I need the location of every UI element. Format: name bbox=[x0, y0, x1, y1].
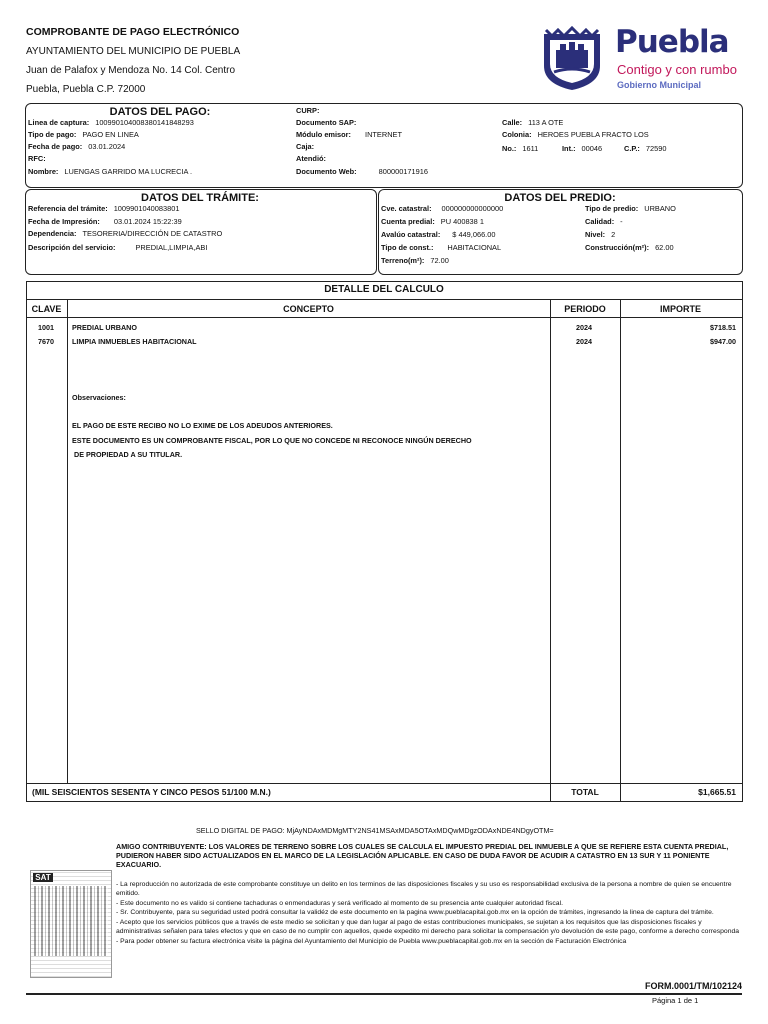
total-label: TOTAL bbox=[571, 787, 599, 797]
page-number: Página 1 de 1 bbox=[652, 996, 699, 1005]
tramite-title: DATOS DEL TRÁMITE: bbox=[141, 192, 259, 204]
org-name: AYUNTAMIENTO DEL MUNICIPIO DE PUEBLA bbox=[26, 46, 241, 57]
col-concepto: CONCEPTO bbox=[283, 304, 334, 314]
field-impresion: Fecha de Impresión: 03.01.2024 15:22:39 bbox=[28, 217, 182, 226]
field-no: No.: 1611 bbox=[502, 144, 539, 153]
field-cve-catastral: Cve. catastral: 000000000000000 bbox=[381, 204, 504, 213]
legal-note-5: - Para poder obtener su factura electrónica visite la página del Ayuntamiento del Municipio de Puebla www.pueblacapital.gob.mx en la sección de Facturación Electrónica bbox=[116, 937, 627, 945]
col-clave: CLAVE bbox=[31, 304, 62, 314]
detalle-title: DETALLE DEL CALCULO bbox=[324, 284, 444, 295]
col-divider-3 bbox=[620, 299, 621, 801]
header-block bbox=[26, 23, 240, 99]
field-tipo-pago: Tipo de pago: PAGO EN LINEA bbox=[28, 130, 139, 139]
field-calle: Calle: 113 A OTE bbox=[502, 118, 564, 127]
legal-notes bbox=[116, 881, 742, 948]
field-sap: Documento SAP: bbox=[296, 118, 357, 127]
footer-rule bbox=[26, 993, 742, 995]
row-2-periodo: 2024 bbox=[576, 337, 592, 346]
col-importe: IMPORTE bbox=[659, 304, 701, 314]
col-periodo: PERIODO bbox=[564, 304, 606, 314]
field-cuenta: Cuenta predial: PU 400838 1 bbox=[381, 217, 484, 226]
field-avaluo: Avalúo catastral: $ 449,066.00 bbox=[381, 230, 496, 239]
field-calidad: Calidad: - bbox=[585, 217, 623, 226]
field-caja: Caja: bbox=[296, 142, 315, 151]
field-tipo-predio: Tipo de predio: URBANO bbox=[585, 204, 676, 213]
field-rfc: RFC: bbox=[28, 154, 46, 163]
field-int: Int.: 00046 bbox=[562, 144, 603, 153]
aviso-contribuyente: AMIGO CONTRIBUYENTE: LOS VALORES DE TERRENO SOBRE LOS CUALES SE CALCULA EL IMPUESTO PREDIAL DEL INMUEBLE A QUE SE REFIERE ESTA CUENTA PREDIAL, PUDIERON HABER SIDO ACTUALIZADOS EN EL MARCO DE LA LEGISLACIÓN APLICABLE. EN CASO DE DUDA FAVOR DE ACUDIR A CATASTRO EN 13 SUR Y 11 PONIENTE EXACUARIO. bbox=[116, 842, 729, 869]
address-line-2: Puebla, Puebla C.P. 72000 bbox=[26, 84, 146, 95]
legal-note-4: - Acepto que los servicios públicos que a través de este medio se solicitan y que dan lugar al pago de estas contribuciones municipales, se sujetan a los requisitos que las disposiciones fiscales y administrativas señalen para tales efectos y que en caso de no cumplir con aquellos, quede expedito mi derecho para solicitar la compensación y/o devolución de este pago, conforme a derecho corresponda bbox=[116, 919, 740, 935]
legal-note-3: - Sr. Contribuyente, para su seguridad usted podrá consultar la validéz de este documento en la pagina www.pueblacapital.gob.mx en la opción de trámites, ingresando la linea de captura del trámite. bbox=[116, 909, 714, 917]
predio-title: DATOS DEL PREDIO: bbox=[504, 192, 616, 204]
sello-digital: SELLO DIGITAL DE PAGO: MjAyNDAxMDMgMTY2NS41MSAxMDA5OTAxMDQwMDgzODAxNDE4NDgyOTM= bbox=[196, 826, 554, 835]
total-en-letra: (MIL SEISCIENTOS SESENTA Y CINCO PESOS 51/100 M.N.) bbox=[32, 787, 271, 797]
field-construccion: Construcción(m²): 62.00 bbox=[585, 243, 674, 252]
field-atendio: Atendió: bbox=[296, 154, 326, 163]
row-1-importe: $718.51 bbox=[710, 323, 736, 332]
sat-stamp-pattern bbox=[34, 886, 108, 956]
col-divider-2 bbox=[550, 299, 551, 801]
row-1-clave: 1001 bbox=[38, 323, 54, 332]
field-fecha-pago: Fecha de pago: 03.01.2024 bbox=[28, 142, 126, 151]
field-terreno: Terreno(m²): 72.00 bbox=[381, 256, 449, 265]
logo-slogan: Contigo y con rumbo bbox=[617, 62, 737, 77]
field-tipo-const: Tipo de const.: HABITACIONAL bbox=[381, 243, 502, 252]
field-curp: CURP: bbox=[296, 106, 320, 115]
field-nivel: Nivel: 2 bbox=[585, 230, 616, 239]
legal-note-1: - La reproducción no autorizada de este comprobante constituye un delito en los terminos de las disposiciones fiscales y su uso es responsabilidad exclusiva de la persona a nombre de quien se encuentre emitido. bbox=[116, 881, 732, 897]
field-dependencia: Dependencia: TESORERIA/DIRECCIÓN DE CATASTRO bbox=[28, 229, 223, 238]
col-divider-1 bbox=[67, 299, 68, 783]
observacion-3: DE PROPIEDAD A SU TITULAR. bbox=[72, 450, 183, 459]
detalle-title-divider bbox=[26, 299, 742, 300]
form-number: FORM.0001/TM/102124 bbox=[644, 981, 742, 991]
logo-subtitle: Gobierno Municipal bbox=[617, 80, 702, 90]
field-web: Documento Web: 800000171916 bbox=[296, 167, 428, 176]
field-colonia: Colonia: HEROES PUEBLA FRACTO LOS bbox=[502, 130, 649, 139]
detalle-header-divider bbox=[26, 317, 742, 318]
field-descripcion: Descripción del servicio: PREDIAL,LIMPIA,ABI bbox=[28, 243, 208, 252]
address-line-1: Juan de Palafox y Mendoza No. 14 Col. Centro bbox=[26, 65, 236, 76]
row-2-importe: $947.00 bbox=[710, 337, 736, 346]
sat-logo: SAT bbox=[33, 873, 53, 882]
observacion-1: EL PAGO DE ESTE RECIBO NO LO EXIME DE LOS ADEUDOS ANTERIORES. bbox=[72, 421, 333, 430]
pago-title: DATOS DEL PAGO: bbox=[109, 106, 211, 118]
row-1-periodo: 2024 bbox=[576, 323, 592, 332]
field-cp: C.P.: 72590 bbox=[624, 144, 667, 153]
field-modulo: Módulo emisor: INTERNET bbox=[296, 130, 402, 139]
observaciones-label: Observaciones: bbox=[72, 393, 126, 402]
field-referencia: Referencia del trámite: 1009901040083801 bbox=[28, 204, 180, 213]
total-amount: $1,665.51 bbox=[698, 787, 736, 797]
logo-name: Puebla bbox=[615, 24, 729, 60]
row-2-clave: 7670 bbox=[38, 337, 54, 346]
sat-stamp-image bbox=[30, 870, 112, 978]
row-1-concepto: PREDIAL URBANO bbox=[72, 323, 137, 332]
legal-note-2: - Este documento no es valido si contiene tachaduras o enmendaduras y será verificado al momento de su presencia ante cualquier autoridad fiscal. bbox=[116, 899, 563, 907]
observacion-2: ESTE DOCUMENTO ES UN COMPROBANTE FISCAL, POR LO QUE NO CONCEDE NI RECONOCE NINGÚN DERECHO bbox=[72, 436, 472, 445]
field-nombre: Nombre: LUENGAS GARRIDO MA LUCRECIA . bbox=[28, 167, 193, 176]
document-title: COMPROBANTE DE PAGO ELECTRÓNICO bbox=[26, 26, 240, 38]
detalle-total-divider bbox=[26, 783, 742, 784]
puebla-shield-icon bbox=[538, 26, 606, 92]
row-2-concepto: LIMPIA INMUEBLES HABITACIONAL bbox=[72, 337, 197, 346]
field-linea: Linea de captura: 100990104008380141848293 bbox=[28, 118, 194, 127]
detalle-frame bbox=[26, 281, 743, 802]
